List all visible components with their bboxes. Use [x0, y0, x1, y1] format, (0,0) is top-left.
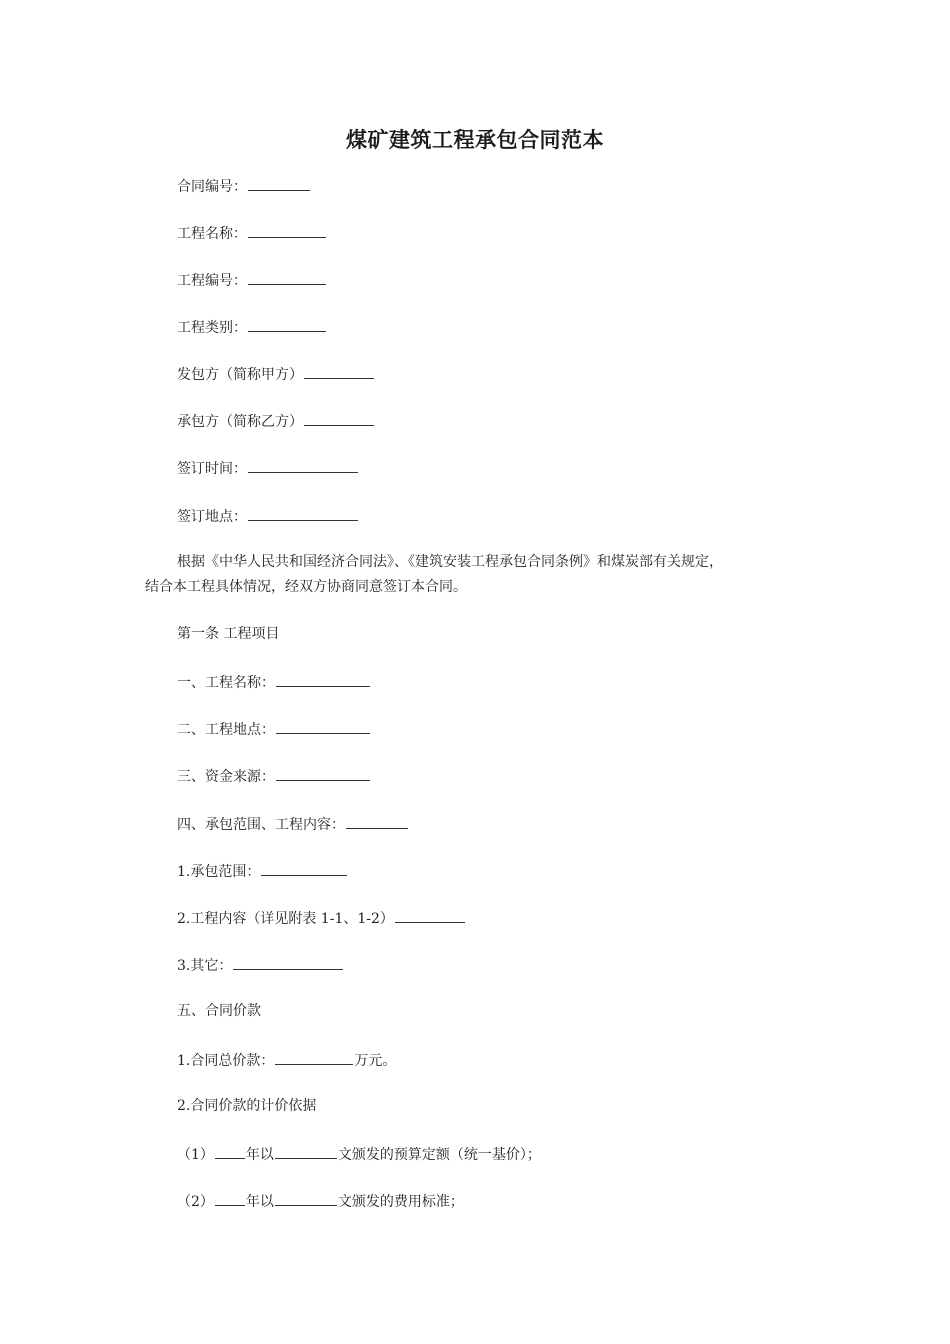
- price-basis-heading: 2.合同价款的计价依据: [177, 1098, 317, 1114]
- sub-2-label: 2.工程内容（详见附表 1-1、1-2）: [177, 911, 394, 927]
- contract-no-blank[interactable]: [248, 175, 310, 191]
- party-b-line: [177, 410, 375, 432]
- item-3-line: [177, 765, 371, 787]
- document-title: 煤矿建筑工程承包合同范本: [346, 127, 604, 152]
- item-1-label: 一、工程名称：: [177, 675, 275, 691]
- contract-no-label: 合同编号：: [177, 179, 247, 195]
- sub-2-line: [177, 907, 466, 929]
- sub-1-label: 1.承包范围：: [177, 864, 261, 880]
- basis-1-doc-blank[interactable]: [275, 1143, 337, 1159]
- project-type-blank[interactable]: [248, 316, 326, 332]
- sub-3-blank[interactable]: [233, 954, 343, 970]
- basis-1-year-blank[interactable]: [215, 1143, 245, 1159]
- price-total-unit: 万元。: [354, 1053, 397, 1069]
- item-3-blank[interactable]: [276, 765, 370, 781]
- sign-place-blank[interactable]: [248, 505, 358, 521]
- party-a-line: [177, 363, 375, 385]
- contract-no-line: [177, 175, 311, 197]
- party-b-blank[interactable]: [304, 410, 374, 426]
- item-4-line: [177, 813, 409, 835]
- basis-2-mid: 年以: [245, 1194, 274, 1210]
- price-total-label: 1.合同总价款：: [177, 1053, 275, 1069]
- basis-2-line: [177, 1190, 464, 1212]
- item-2-line: [177, 718, 371, 740]
- party-b-label: 承包方（简称乙方）: [177, 414, 303, 430]
- sign-place-line: [177, 505, 359, 527]
- sign-time-blank[interactable]: [248, 457, 358, 473]
- sub-1-blank[interactable]: [261, 860, 347, 876]
- basis-2-year-blank[interactable]: [215, 1190, 245, 1206]
- basis-1-mid: 年以: [245, 1147, 274, 1163]
- sub-2-blank[interactable]: [395, 907, 465, 923]
- project-type-line: [177, 316, 327, 338]
- preamble-line-2: 结合本工程具体情况，经双方协商同意签订本合同。: [145, 579, 467, 595]
- project-type-label: 工程类别：: [177, 320, 247, 336]
- item-4-blank[interactable]: [346, 813, 408, 829]
- sign-place-label: 签订地点：: [177, 509, 247, 525]
- project-name-line: [177, 222, 327, 244]
- sign-time-line: [177, 457, 359, 479]
- basis-2-suffix: 文颁发的费用标准；: [337, 1194, 464, 1210]
- sub-1-line: [177, 860, 348, 882]
- project-no-label: 工程编号：: [177, 273, 247, 289]
- basis-1-prefix: （1）: [177, 1147, 214, 1163]
- preamble-line-1: 根据《中华人民共和国经济合同法》、《建筑安装工程承包合同条例》和煤炭部有关规定，: [177, 554, 723, 570]
- basis-2-doc-blank[interactable]: [275, 1190, 337, 1206]
- sub-3-line: [177, 954, 344, 976]
- basis-1-line: [177, 1143, 541, 1165]
- item-2-blank[interactable]: [276, 718, 370, 734]
- project-name-blank[interactable]: [248, 222, 326, 238]
- project-name-label: 工程名称：: [177, 226, 247, 242]
- sign-time-label: 签订时间：: [177, 461, 247, 477]
- sub-3-label: 3.其它：: [177, 958, 233, 974]
- basis-2-prefix: （2）: [177, 1194, 214, 1210]
- party-a-blank[interactable]: [304, 363, 374, 379]
- project-no-line: [177, 269, 327, 291]
- price-total-line: [177, 1049, 396, 1071]
- item-3-label: 三、资金来源：: [177, 769, 275, 785]
- project-no-blank[interactable]: [248, 269, 326, 285]
- party-a-label: 发包方（简称甲方）: [177, 367, 303, 383]
- item-5-heading: 五、合同价款: [177, 1003, 261, 1019]
- item-4-label: 四、承包范围、工程内容：: [177, 817, 345, 833]
- item-1-blank[interactable]: [276, 671, 370, 687]
- price-total-blank[interactable]: [275, 1049, 353, 1065]
- basis-1-suffix: 文颁发的预算定额（统一基价）；: [337, 1147, 541, 1163]
- item-2-label: 二、工程地点：: [177, 722, 275, 738]
- article-1-heading: 第一条 工程项目: [177, 626, 280, 642]
- item-1-line: [177, 671, 371, 693]
